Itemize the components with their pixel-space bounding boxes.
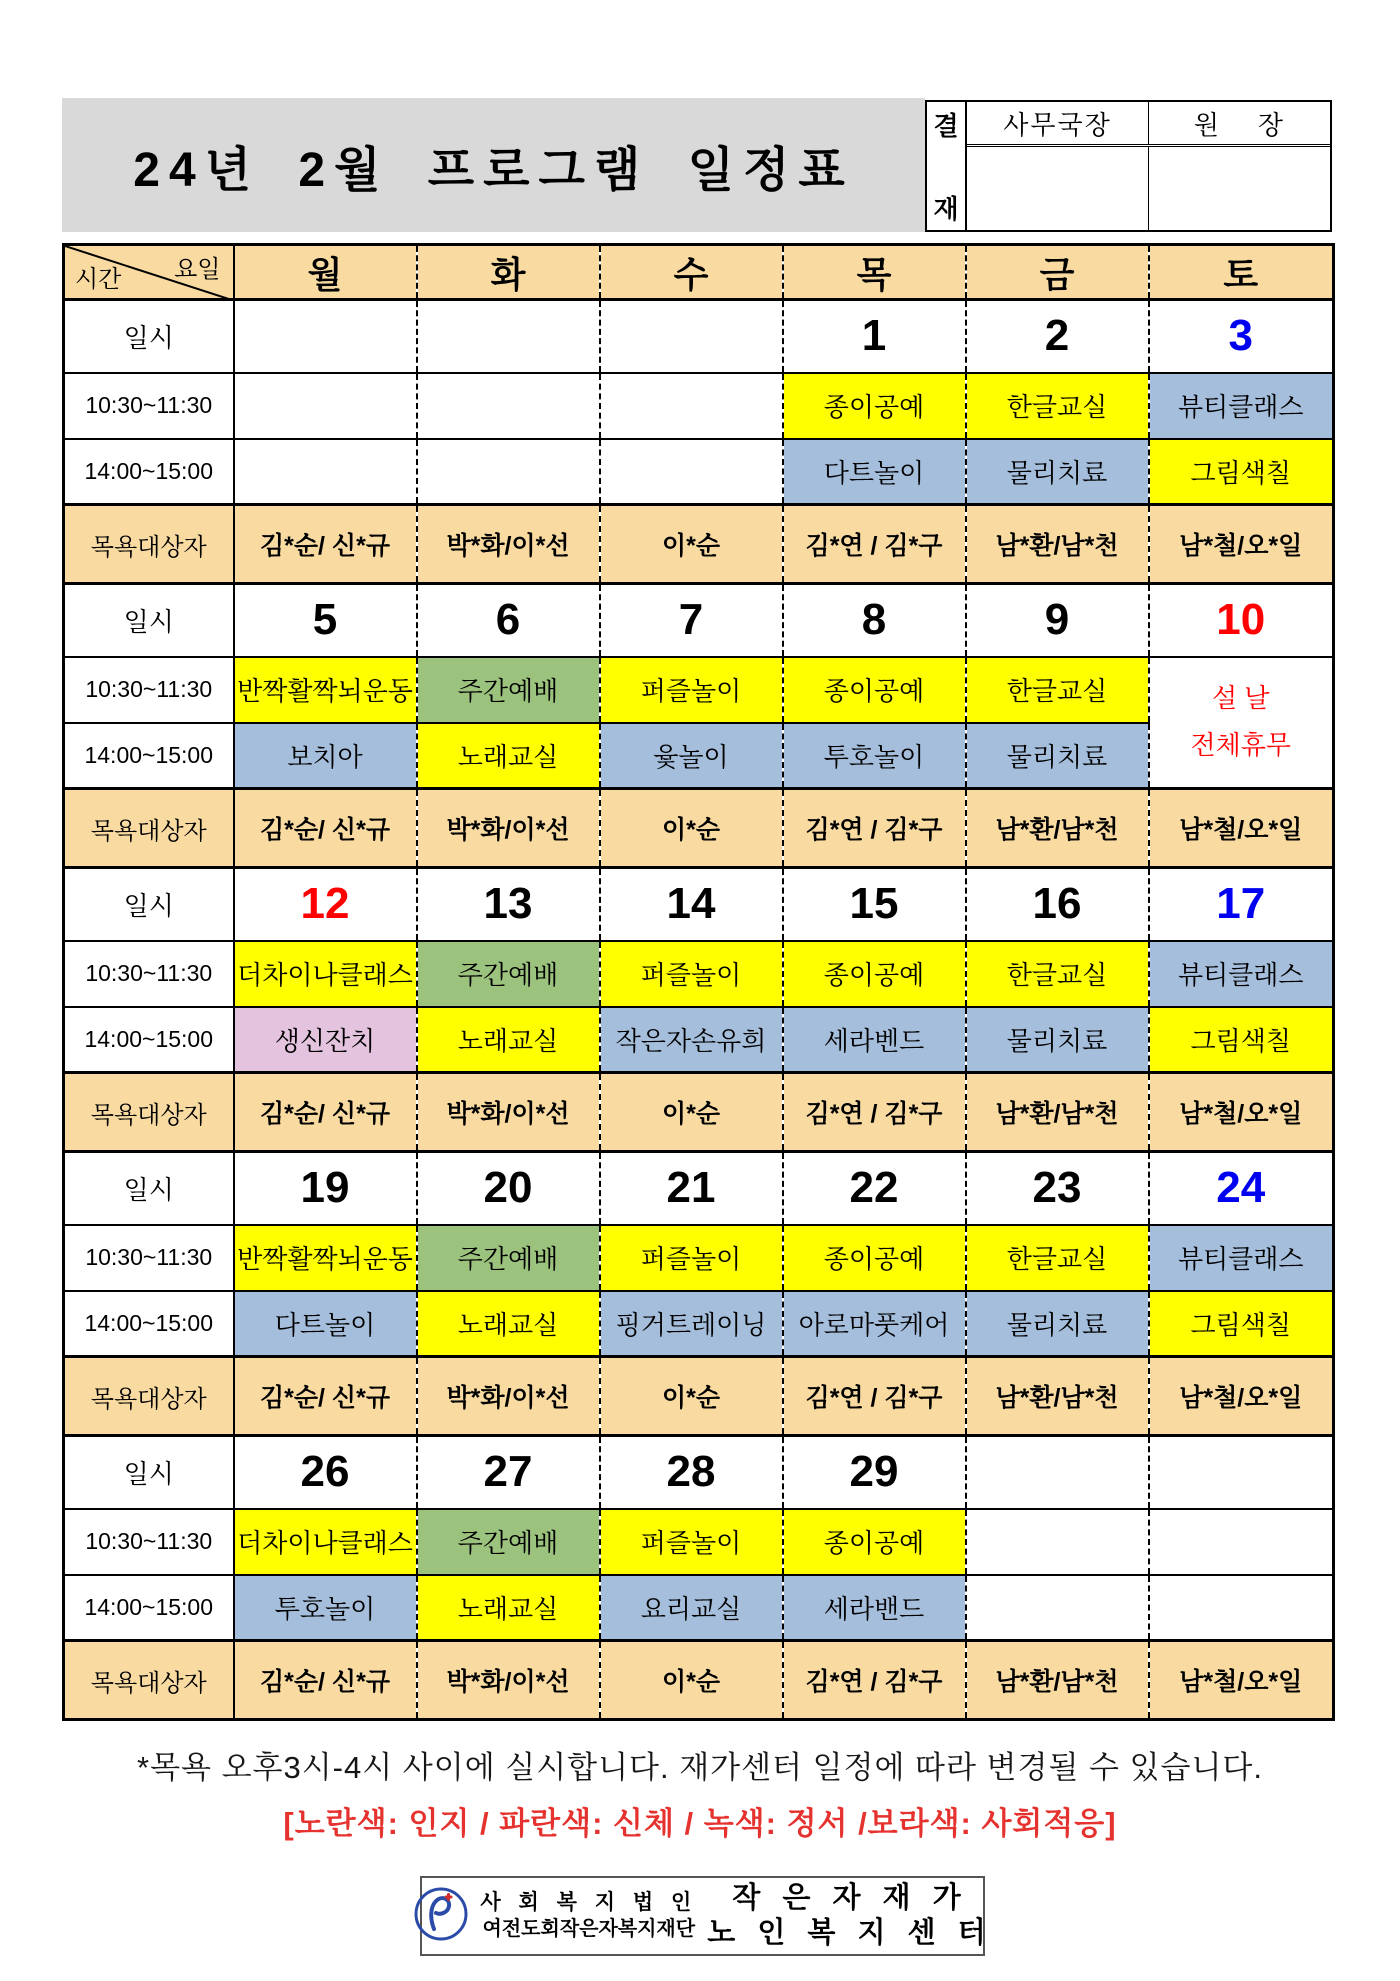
date-cell: 6 [417, 584, 600, 657]
empty-cell [600, 439, 783, 505]
activity-cell: 종이공예 [783, 373, 966, 439]
bath-names-cell: 남*환/남*천 [966, 505, 1149, 584]
activity-cell: 반짝활짝뇌운동 [234, 657, 417, 723]
logo-org-name: 여전도회작은자복지재단 [482, 1917, 696, 1940]
date-cell [966, 1436, 1149, 1509]
row-label-bath: 목욕대상자 [64, 1357, 234, 1436]
bath-names-cell: 김*연 / 김*구 [783, 1357, 966, 1436]
activity-cell: 물리치료 [966, 1291, 1149, 1357]
bath-names-cell: 박*화/이*선 [417, 789, 600, 868]
row-label-bath: 목욕대상자 [64, 1641, 234, 1720]
empty-cell [1149, 1575, 1334, 1641]
row-label-bath: 목욕대상자 [64, 789, 234, 868]
activity-cell: 생신잔치 [234, 1007, 417, 1073]
date-cell: 17 [1149, 868, 1334, 941]
date-row [64, 584, 1334, 657]
am-activity-row [64, 657, 1334, 723]
activity-cell: 그림색칠 [1149, 1007, 1334, 1073]
pm-activity-row [64, 1007, 1334, 1073]
activity-cell: 세라벤드 [783, 1007, 966, 1073]
date-cell: 27 [417, 1436, 600, 1509]
empty-cell [234, 373, 417, 439]
row-label-date: 일시 [64, 300, 234, 373]
bath-names-cell: 남*철/오*일 [1149, 789, 1334, 868]
row-label-pm: 14:00~15:00 [64, 1007, 234, 1073]
activity-cell: 핑거트레이닝 [600, 1291, 783, 1357]
pm-activity-row [64, 439, 1334, 505]
activity-cell: 뷰티클래스 [1149, 373, 1334, 439]
activity-cell: 그림색칠 [1149, 1291, 1334, 1357]
date-row [64, 1152, 1334, 1225]
bath-names-cell: 남*철/오*일 [1149, 1357, 1334, 1436]
date-cell: 5 [234, 584, 417, 657]
activity-cell: 더차이나클래스 [234, 941, 417, 1007]
activity-cell: 아로마풋케어 [783, 1291, 966, 1357]
bath-names-cell: 남*환/남*천 [966, 789, 1149, 868]
empty-cell [966, 1575, 1149, 1641]
bath-names-cell: 박*화/이*선 [417, 1357, 600, 1436]
bath-row [64, 1641, 1334, 1720]
activity-cell: 세라밴드 [783, 1575, 966, 1641]
date-cell: 10 [1149, 584, 1334, 657]
activity-cell: 물리치료 [966, 439, 1149, 505]
activity-cell: 종이공예 [783, 657, 966, 723]
foundation-logo-icon [412, 1885, 470, 1948]
row-label-date: 일시 [64, 868, 234, 941]
approval-stamp-top: 결 [933, 111, 959, 141]
approval-sign-director [1148, 147, 1330, 230]
activity-cell: 한글교실 [966, 657, 1149, 723]
date-cell: 22 [783, 1152, 966, 1225]
holiday-line1: 설 날 [1212, 683, 1270, 714]
activity-cell: 노래교실 [417, 1575, 600, 1641]
row-label-am: 10:30~11:30 [64, 373, 234, 439]
bath-names-cell: 이*순 [600, 1357, 783, 1436]
bath-names-cell: 이*순 [600, 505, 783, 584]
am-activity-row [64, 1225, 1334, 1291]
corner-label-time: 시간 [75, 266, 122, 293]
approval-col-manager: 사무국장 [1003, 109, 1112, 140]
bath-names-cell: 박*화/이*선 [417, 1641, 600, 1720]
bath-row [64, 1357, 1334, 1436]
row-label-am: 10:30~11:30 [64, 1509, 234, 1575]
activity-cell: 주간예배 [417, 657, 600, 723]
approval-stamp-bottom: 재 [933, 194, 959, 224]
am-activity-row [64, 373, 1334, 439]
activity-cell: 뷰티클래스 [1149, 941, 1334, 1007]
bath-names-cell: 김*연 / 김*구 [783, 1641, 966, 1720]
bath-names-cell: 이*순 [600, 789, 783, 868]
row-label-am: 10:30~11:30 [64, 657, 234, 723]
bath-names-cell: 남*철/오*일 [1149, 505, 1334, 584]
bath-names-cell: 김*연 / 김*구 [783, 789, 966, 868]
empty-cell [234, 439, 417, 505]
activity-cell: 종이공예 [783, 1225, 966, 1291]
activity-cell: 다트놀이 [234, 1291, 417, 1357]
approval-sign-manager [967, 147, 1148, 230]
row-label-bath: 목욕대상자 [64, 505, 234, 584]
weekday-header-row [64, 245, 1334, 300]
pm-activity-row [64, 1291, 1334, 1357]
bath-names-cell: 남*환/남*천 [966, 1641, 1149, 1720]
weekday-header-4: 금 [966, 245, 1149, 300]
empty-cell [417, 439, 600, 505]
row-label-am: 10:30~11:30 [64, 941, 234, 1007]
corner-cell [64, 245, 234, 300]
activity-cell: 노래교실 [417, 1291, 600, 1357]
am-activity-row [64, 941, 1334, 1007]
row-label-pm: 14:00~15:00 [64, 439, 234, 505]
activity-cell: 보치아 [234, 723, 417, 789]
weekday-header-2: 수 [600, 245, 783, 300]
activity-cell: 주간예배 [417, 941, 600, 1007]
date-cell: 3 [1149, 300, 1334, 373]
bath-names-cell: 김*연 / 김*구 [783, 1073, 966, 1152]
date-cell: 12 [234, 868, 417, 941]
date-cell: 21 [600, 1152, 783, 1225]
bath-names-cell: 김*순/ 신*규 [234, 1073, 417, 1152]
empty-cell [1149, 1509, 1334, 1575]
bath-names-cell: 김*순/ 신*규 [234, 789, 417, 868]
bath-names-cell: 김*연 / 김*구 [783, 505, 966, 584]
activity-cell: 물리치료 [966, 723, 1149, 789]
pm-activity-row [64, 723, 1334, 789]
date-cell: 8 [783, 584, 966, 657]
date-cell [1149, 1436, 1334, 1509]
activity-cell: 투호놀이 [234, 1575, 417, 1641]
row-label-date: 일시 [64, 584, 234, 657]
row-label-pm: 14:00~15:00 [64, 1291, 234, 1357]
logo-center-name-top: 작 은 자 재 가 [732, 1882, 968, 1915]
approval-col-director: 원 장 [1148, 102, 1330, 144]
activity-cell: 다트놀이 [783, 439, 966, 505]
date-cell: 28 [600, 1436, 783, 1509]
date-cell: 29 [783, 1436, 966, 1509]
color-legend-footnote: [노란색: 인지 / 파란색: 신체 / 녹색: 정서 /보라색: 사회적응] [283, 1806, 1117, 1841]
row-label-pm: 14:00~15:00 [64, 723, 234, 789]
date-row [64, 868, 1334, 941]
date-cell: 20 [417, 1152, 600, 1225]
date-cell [234, 300, 417, 373]
activity-cell: 종이공예 [783, 941, 966, 1007]
date-cell: 14 [600, 868, 783, 941]
row-label-bath: 목욕대상자 [64, 1073, 234, 1152]
weekday-header-3: 목 [783, 245, 966, 300]
bath-names-cell: 김*순/ 신*규 [234, 1357, 417, 1436]
row-label-date: 일시 [64, 1152, 234, 1225]
activity-cell: 투호놀이 [783, 723, 966, 789]
schedule-table [62, 243, 1335, 1721]
date-row [64, 300, 1334, 373]
activity-cell: 그림색칠 [1149, 439, 1334, 505]
empty-cell [417, 373, 600, 439]
row-label-date: 일시 [64, 1436, 234, 1509]
bath-names-cell: 김*순/ 신*규 [234, 505, 417, 584]
date-cell [417, 300, 600, 373]
activity-cell: 주간예배 [417, 1509, 600, 1575]
activity-cell: 윷놀이 [600, 723, 783, 789]
bath-names-cell: 남*환/남*천 [966, 1073, 1149, 1152]
date-cell: 19 [234, 1152, 417, 1225]
activity-cell: 퍼즐놀이 [600, 657, 783, 723]
activity-cell: 노래교실 [417, 1007, 600, 1073]
logo-center-name-bottom: 노 인 복 지 센 터 [707, 1917, 993, 1949]
row-label-pm: 14:00~15:00 [64, 1575, 234, 1641]
page-title: 24년 2월 프로그램 일정표 [62, 98, 925, 232]
holiday-cell [1149, 657, 1334, 789]
bath-row [64, 789, 1334, 868]
activity-cell: 물리치료 [966, 1007, 1149, 1073]
bath-names-cell: 이*순 [600, 1073, 783, 1152]
activity-cell: 퍼즐놀이 [600, 1225, 783, 1291]
activity-cell: 작은자손유희 [600, 1007, 783, 1073]
date-cell: 1 [783, 300, 966, 373]
holiday-line2: 전체휴무 [1190, 730, 1291, 761]
date-cell: 13 [417, 868, 600, 941]
activity-cell: 퍼즐놀이 [600, 1509, 783, 1575]
bath-names-cell: 남*철/오*일 [1149, 1641, 1334, 1720]
am-activity-row [64, 1509, 1334, 1575]
bath-names-cell: 남*환/남*천 [966, 1357, 1149, 1436]
bath-row [64, 505, 1334, 584]
weekday-header-0: 월 [234, 245, 417, 300]
activity-cell: 더차이나클래스 [234, 1509, 417, 1575]
bath-names-cell: 이*순 [600, 1641, 783, 1720]
date-cell: 2 [966, 300, 1149, 373]
activity-cell: 한글교실 [966, 373, 1149, 439]
approval-stamp-column [927, 102, 967, 230]
corner-label-day: 요일 [174, 256, 221, 283]
bath-names-cell: 박*화/이*선 [417, 505, 600, 584]
activity-cell: 종이공예 [783, 1509, 966, 1575]
activity-cell: 뷰티클래스 [1149, 1225, 1334, 1291]
activity-cell: 퍼즐놀이 [600, 941, 783, 1007]
bath-footnote: *목욕 오후3시-4시 사이에 실시합니다. 재가센터 일정에 따라 변경될 수 있습니다. [137, 1750, 1263, 1785]
activity-cell: 한글교실 [966, 1225, 1149, 1291]
activity-cell: 주간예배 [417, 1225, 600, 1291]
bath-names-cell: 남*철/오*일 [1149, 1073, 1334, 1152]
date-cell: 24 [1149, 1152, 1334, 1225]
approval-box [925, 100, 1332, 232]
weekday-header-1: 화 [417, 245, 600, 300]
date-cell: 16 [966, 868, 1149, 941]
date-row [64, 1436, 1334, 1509]
logo-org-type: 사 회 복 지 법 인 [480, 1891, 698, 1915]
activity-cell: 노래교실 [417, 723, 600, 789]
activity-cell: 반짝활짝뇌운동 [234, 1225, 417, 1291]
date-cell: 7 [600, 584, 783, 657]
date-cell: 26 [234, 1436, 417, 1509]
pm-activity-row [64, 1575, 1334, 1641]
empty-cell [600, 373, 783, 439]
activity-cell: 한글교실 [966, 941, 1149, 1007]
activity-cell: 요리교실 [600, 1575, 783, 1641]
bath-names-cell: 박*화/이*선 [417, 1073, 600, 1152]
empty-cell [966, 1509, 1149, 1575]
weekday-header-5: 토 [1149, 245, 1334, 300]
date-cell [600, 300, 783, 373]
bath-row [64, 1073, 1334, 1152]
foundation-logo [420, 1876, 993, 1956]
date-cell: 15 [783, 868, 966, 941]
date-cell: 23 [966, 1152, 1149, 1225]
bath-names-cell: 김*순/ 신*규 [234, 1641, 417, 1720]
date-cell: 9 [966, 584, 1149, 657]
row-label-am: 10:30~11:30 [64, 1225, 234, 1291]
